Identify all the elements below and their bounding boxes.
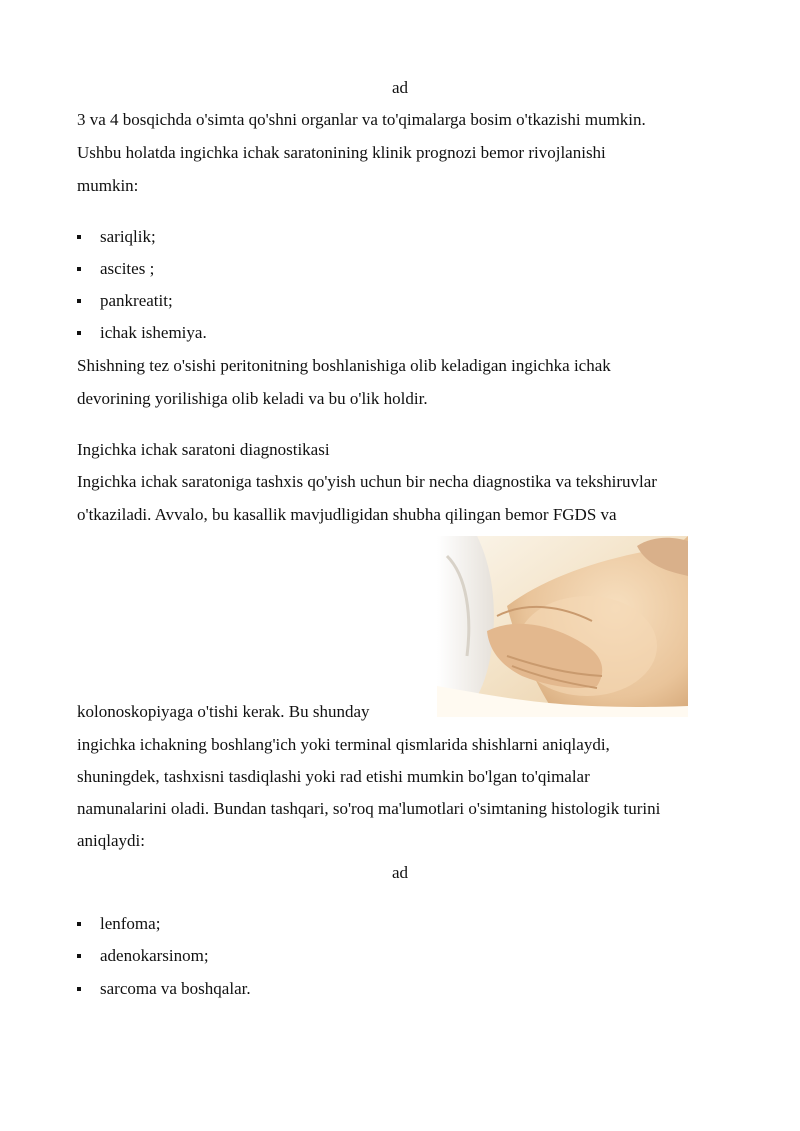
bullet-icon [77,331,81,335]
paragraph-line: namunalarini oladi. Bundan tashqari, so'roq ma'lumotlari o'simtaning histologik turini [77,799,661,818]
list-item: ichak ishemiya. [77,322,207,344]
ad-label-middle: ad [391,863,409,882]
bullet-icon [77,954,81,958]
paragraph-line: Ingichka ichak saratoniga tashxis qo'yish uchun bir necha diagnostika va tekshiruvlar [77,472,657,491]
list-item: pankreatit; [77,290,173,312]
paragraph-line: o'tkaziladi. Avvalo, bu kasallik mavjudligidan shubha qilingan bemor FGDS va [77,505,617,524]
bullet-icon [77,987,81,991]
paragraph-line: 3 va 4 bosqichda o'simta qo'shni organlar va to'qimalarga bosim o'tkazishi mumkin. [77,110,646,129]
list-item: lenfoma; [77,913,160,935]
bullet-icon [77,922,81,926]
section-heading: Ingichka ichak saratoni diagnostikasi [77,440,330,459]
paragraph-line: Shishning tez o'sishi peritonitning boshlanishiga olib keladigan ingichka ichak [77,356,611,375]
paragraph-line: Ushbu holatda ingichka ichak saratonining klinik prognozi bemor rivojlanishi [77,143,606,162]
list-item: adenokarsinom; [77,945,209,967]
ad-label-top: ad [391,78,409,97]
bullet-icon [77,299,81,303]
paragraph-line: shuningdek, tashxisni tasdiqlashi yoki rad etishi mumkin bo'lgan to'qimalar [77,767,590,786]
list-item: sariqlik; [77,226,156,248]
bullet-icon [77,267,81,271]
paragraph-line: devorining yorilishiga olib keladi va bu o'lik holdir. [77,389,428,408]
paragraph-line: aniqlaydi: [77,831,145,850]
abdominal-palpation-photo [437,536,688,717]
list-item: sarcoma va boshqalar. [77,978,251,1000]
paragraph-line: ingichka ichakning boshlang'ich yoki terminal qismlarida shishlarni aniqlaydi, [77,735,610,754]
bullet-icon [77,235,81,239]
paragraph-line: kolonoskopiyaga o'tishi kerak. Bu shunday [77,702,370,721]
list-item: ascites ; [77,258,154,280]
paragraph-line: mumkin: [77,176,139,195]
